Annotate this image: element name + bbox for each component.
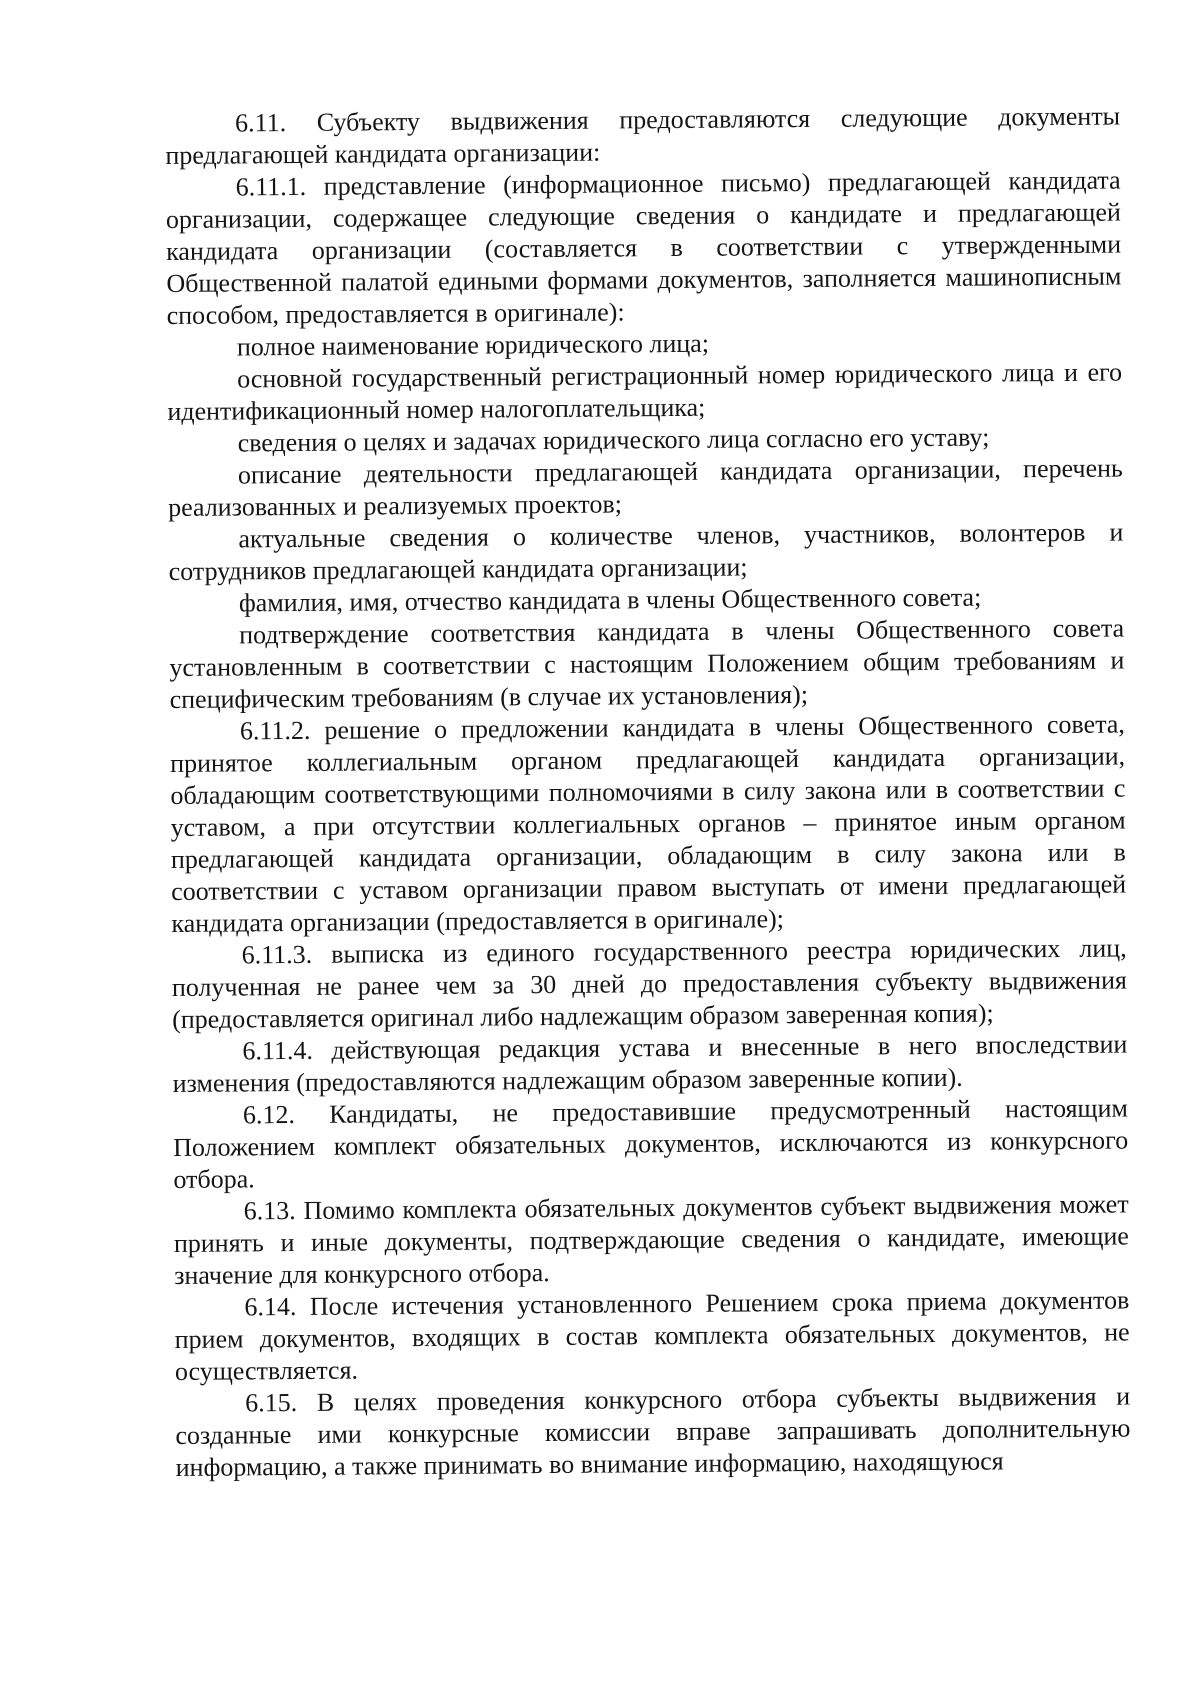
list-item-full-name: полное наименование юридического лица; — [236, 328, 710, 362]
list-item-ogrn-inn: основной государственный регистрационный номер юридического лица и его идентификационный номер налогоплательщика; — [167, 357, 1123, 426]
paragraph-6-15: 6.15. В целях проведения конкурсного отбора субъекты выдвижения и созданные ими конкурсные комиссии вправе запрашивать дополнительную информацию, а также принимать во внимание информацию, находящуюся — [175, 1381, 1131, 1482]
list-item-compliance: подтверждение соответствия кандидата в члены Общественного совета установленным в соответствии с настоящим Положением общим требованиям и специфическим требованиям (в случае их установления); — [169, 613, 1125, 714]
paragraph-6-14: 6.14. После истечения установленного Решением срока приема документов прием документов, входящих в состав комплекта обязательных документов, не осуществляется. — [174, 1285, 1130, 1386]
document-body — [165, 100, 1131, 1483]
paragraph-6-13: 6.13. Помимо комплекта обязательных документов субъект выдвижения может принять и иные документы, подтверждающие сведения о кандидате, имеющие значение для конкурсного отбора. — [173, 1189, 1130, 1290]
paragraph-6-11-4: 6.11.4. действующая редакция устава и внесенные в него впоследствии изменения (предоставляются надлежащим образом заверенные копии). — [172, 1029, 1128, 1098]
list-item-members: актуальные сведения о количестве членов, участников, волонтеров и сотрудников предлагающей кандидата организации; — [168, 517, 1124, 586]
list-item-activity: описание деятельности предлагающей кандидата организации, перечень реализованных и реализуемых проектов; — [168, 453, 1123, 522]
paragraph-6-11-2: 6.11.2. решение о предложении кандидата в члены Общественного совета, принятое коллегиальным органом предлагающей кандидата организации, обладающим соответствующими полномочиями в силу закона или в соответствии с уставом, а при отсутствии коллегиальных органов – принятое иным органом предлагающей кандидата организации, обладающим в силу закона или в соответствии с уставом организации правом выступать от имени предлагающей кандидата организации (предоставляется в оригинале); — [170, 709, 1127, 938]
paragraph-6-11-1: 6.11.1. представление (информационное письмо) предлагающей кандидата организации, содержащее следующие сведения о кандидате и предлагающей кандидата организации (составляется в соответствии с утвержденными Общественной палатой едиными формами документов, заполняется машинописным способом, предоставляется в оригинале): — [165, 165, 1122, 330]
list-item-candidate-name: фамилия, имя, отчество кандидата в члены Общественного совета; — [238, 582, 982, 618]
paragraph-6-12: 6.12. Кандидаты, не предоставившие предусмотренный настоящим Положением комплект обязательных документов, исключаются из конкурсного отбора. — [173, 1093, 1129, 1194]
paragraph-6-11-3: 6.11.3. выписка из единого государственного реестра юридических лиц, полученная не ранее чем за 30 дней до предоставления субъекту выдвижения (предоставляется оригинал либо надлежащим образом заверенная копия); — [171, 933, 1127, 1034]
paragraph-6-11: 6.11. Субъекту выдвижения предоставляются следующие документы предлагающей кандидата организации: — [165, 101, 1121, 170]
list-item-goals: сведения о целях и задачах юридического лица согласно его уставу; — [237, 422, 990, 458]
